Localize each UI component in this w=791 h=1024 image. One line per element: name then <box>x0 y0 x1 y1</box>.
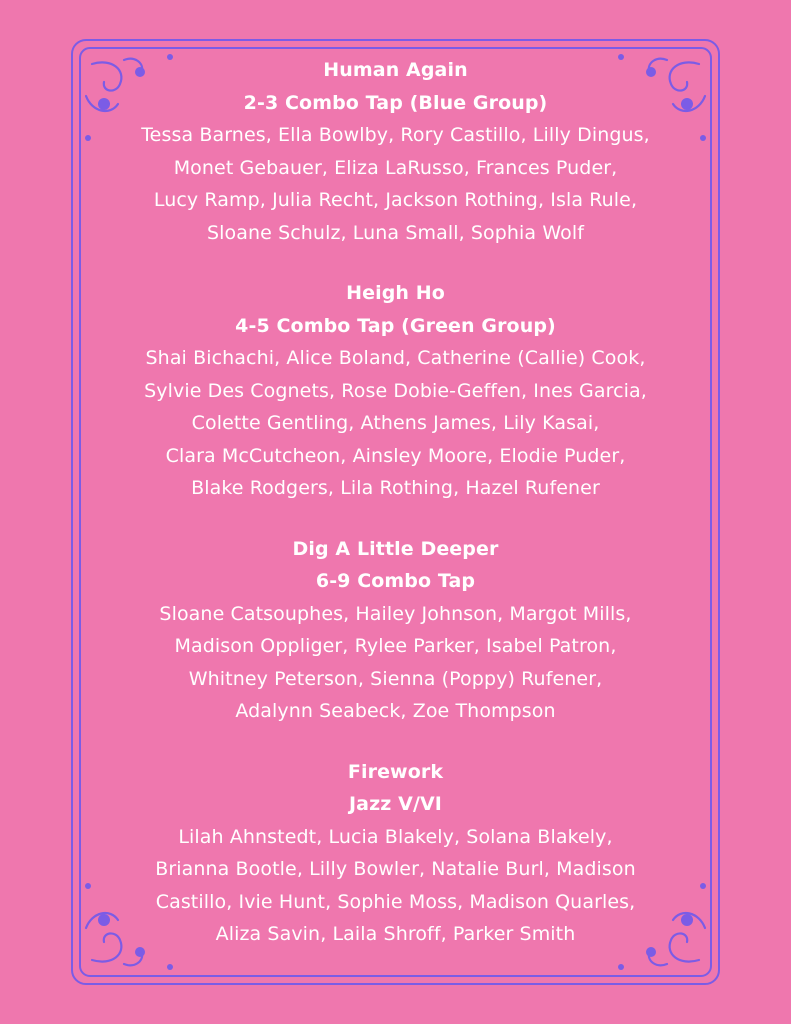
names-line: Shai Bichachi, Alice Boland, Catherine (Callie) Cook, <box>145 347 646 369</box>
names-line: Blake Rodgers, Lila Rothing, Hazel Rufener <box>191 477 600 499</box>
cast-list <box>80 54 711 951</box>
names-line: Whitney Peterson, Sienna (Poppy) Rufener, <box>188 667 603 690</box>
section-title: Dig A Little Deeper <box>292 537 499 560</box>
section-heigh-ho <box>80 277 711 505</box>
section-subtitle: 4-5 Combo Tap (Green Group) <box>235 314 556 337</box>
names-line: Sloane Catsouphes, Hailey Johnson, Margot Mills, <box>159 602 632 625</box>
names-line: Tessa Barnes, Ella Bowlby, Rory Castillo, Lilly Dingus, <box>141 124 650 146</box>
section-title: Firework <box>347 760 444 783</box>
names-line: Brianna Bootle, Lilly Bowler, Natalie Burl, Madison <box>155 858 636 880</box>
section-human-again <box>80 54 711 249</box>
names-line: Madison Oppliger, Rylee Parker, Isabel Patron, <box>174 635 617 657</box>
names-line: Monet Gebauer, Eliza LaRusso, Frances Puder, <box>173 156 618 179</box>
names-line: Sylvie Des Cognets, Rose Dobie-Geffen, Ines Garcia, <box>144 379 647 402</box>
names-line: Sloane Schulz, Luna Small, Sophia Wolf <box>207 221 584 244</box>
section-firework <box>80 756 711 951</box>
names-line: Colette Gentling, Athens James, Lily Kasai, <box>191 412 600 434</box>
section-title: Human Again <box>323 59 468 81</box>
names-line: Lilah Ahnstedt, Lucia Blakely, Solana Blakely, <box>178 825 613 848</box>
names-line: Aliza Savin, Laila Shroff, Parker Smith <box>215 923 576 945</box>
names-line: Clara McCutcheon, Ainsley Moore, Elodie Puder, <box>165 444 626 467</box>
names-line: Lucy Ramp, Julia Recht, Jackson Rothing, Isla Rule, <box>153 189 638 211</box>
section-subtitle: 6-9 Combo Tap <box>315 570 476 592</box>
section-subtitle: Jazz V/VI <box>349 793 442 815</box>
section-subtitle: 2-3 Combo Tap (Blue Group) <box>243 91 548 114</box>
section-dig-a-little-deeper <box>80 533 711 728</box>
names-line: Adalynn Seabeck, Zoe Thompson <box>235 700 556 722</box>
section-title: Heigh Ho <box>346 282 445 304</box>
names-line: Castillo, Ivie Hunt, Sophie Moss, Madison Quarles, <box>155 890 636 913</box>
